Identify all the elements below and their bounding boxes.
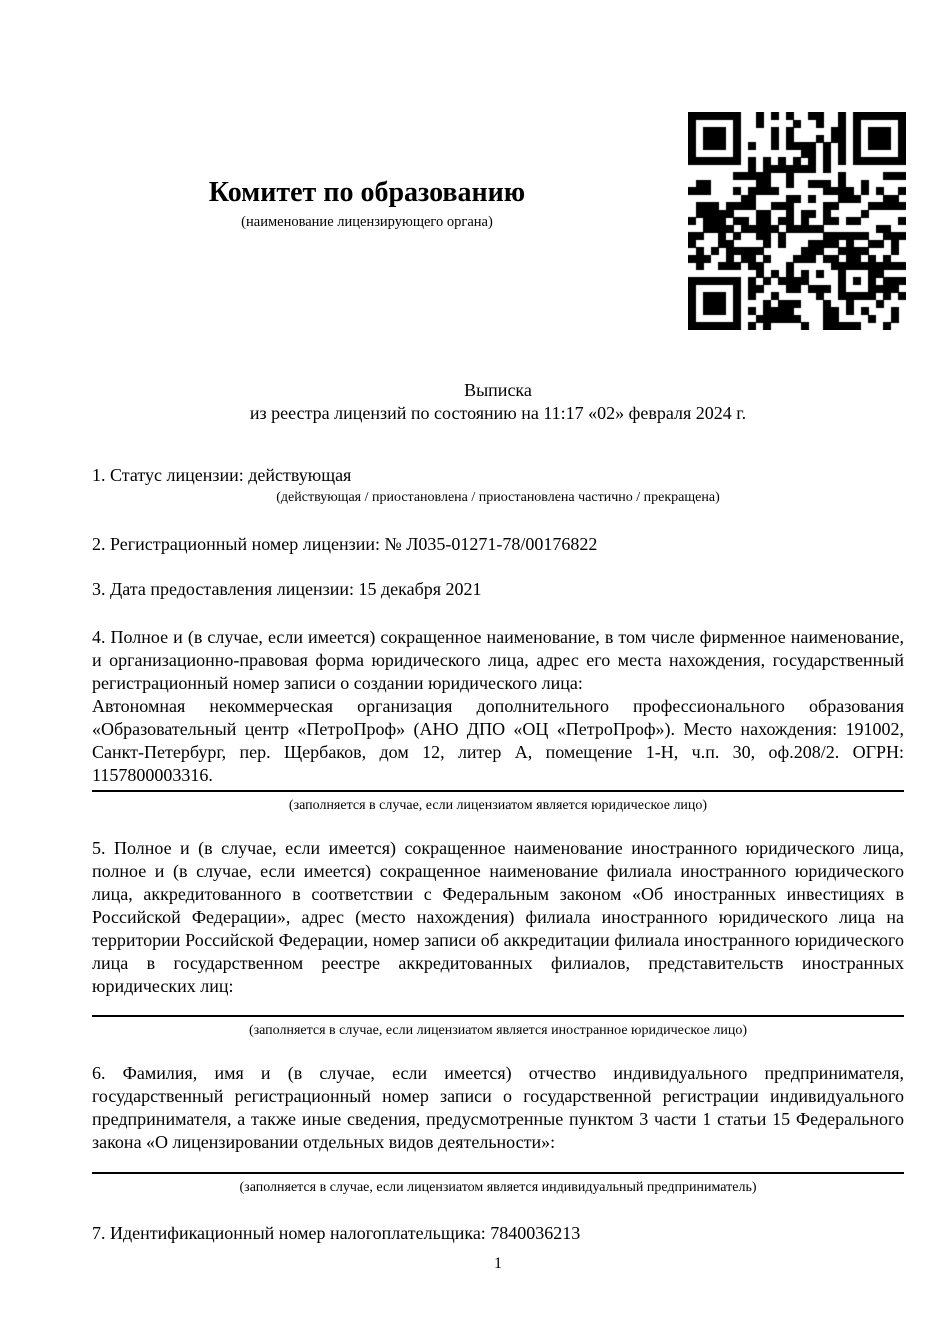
item-license-status bbox=[92, 464, 904, 507]
licensing-authority-name: Комитет по образованию bbox=[208, 177, 526, 208]
foreign-entity-caption: (заполняется в случае, если лицензиатом является иностранное юридическое лицо) bbox=[248, 1023, 748, 1038]
license-status-text: 1. Статус лицензии: действующая bbox=[92, 465, 352, 485]
item-taxpayer-number: 7. Идентификационный номер налогоплательщика: 7840036213 bbox=[92, 1223, 581, 1243]
item-foreign-entity bbox=[92, 837, 904, 1040]
item-individual-entrepreneur bbox=[92, 1062, 904, 1197]
legal-entity-caption: (заполняется в случае, если лицензиатом является юридическое лицо) bbox=[288, 798, 708, 813]
foreign-entity-underline bbox=[92, 1015, 904, 1017]
legal-entity-question: 4. Полное и (в случае, если имеется) сокращенное наименование, в том числе фирменное наименование, и организационно-правовая форма юридического лица, адрес его места нахождения, государственный регистрационный номер записи о создании юридического лица: bbox=[92, 627, 904, 693]
qr-code bbox=[688, 112, 906, 330]
license-status-options-caption: (действующая / приостановлена / приостановлена частично / прекращена) bbox=[276, 490, 720, 505]
page-number: 1 bbox=[494, 1255, 502, 1272]
legal-entity-value: Автономная некоммерческая организация дополнительного профессионального образования «Образовательный центр «ПетроПроф» (АНО ДПО «ОЦ «ПетроПроф»). Место нахождения: 191002, Санкт-Петербург, пер. Щербаков, дом 12, литер А, помещение 1-Н, ч.п. 30, оф.208/2. ОГРН: 1157800003316. bbox=[92, 696, 904, 785]
qr-code-image bbox=[688, 112, 906, 330]
individual-entrepreneur-caption: (заполняется в случае, если лицензиатом является индивидуальный предприниматель) bbox=[239, 1180, 757, 1195]
item-legal-entity bbox=[92, 626, 904, 815]
licensing-authority-header bbox=[92, 178, 642, 231]
individual-entrepreneur-question: 6. Фамилия, имя и (в случае, если имеется) отчество индивидуального предпринимателя, государственный регистрационный номер записи о государственной регистрации индивидуального предпринимателя, а также иные сведения, предусмотренные пунктом 3 части 1 статьи 15 Федерального закона «О лицензировании отдельных видов деятельности»: bbox=[92, 1063, 904, 1152]
foreign-entity-question: 5. Полное и (в случае, если имеется) сокращенное наименование иностранного юридического лица, полное и (в случае, если имеется) сокращенное наименование филиала иностранного юридического лица, аккредитованного в соответствии с Федеральным законом «Об иностранных инвестициях в Российской Федерации», адрес (место нахождения) филиала иностранного юридического лица на территории Российской Федерации, номер записи об аккредитации филиала иностранного юридического лица в государственном реестре аккредитованных филиалов, представительств иностранных юридических лиц: bbox=[92, 838, 904, 996]
individual-entrepreneur-underline bbox=[92, 1172, 904, 1174]
document-title bbox=[92, 379, 904, 425]
item-registration-number: 2. Регистрационный номер лицензии: № Л035-01271-78/00176822 bbox=[92, 534, 598, 554]
document-title-line1: Выписка bbox=[464, 380, 532, 400]
legal-entity-underline bbox=[92, 790, 904, 792]
document-title-line2: из реестра лицензий по состоянию на 11:17 «02» февраля 2024 г. bbox=[249, 403, 747, 423]
item-grant-date: 3. Дата предоставления лицензии: 15 декабря 2021 bbox=[92, 579, 482, 599]
licensing-authority-caption: (наименование лицензирующего органа) bbox=[241, 214, 493, 230]
document-body bbox=[92, 464, 904, 1245]
